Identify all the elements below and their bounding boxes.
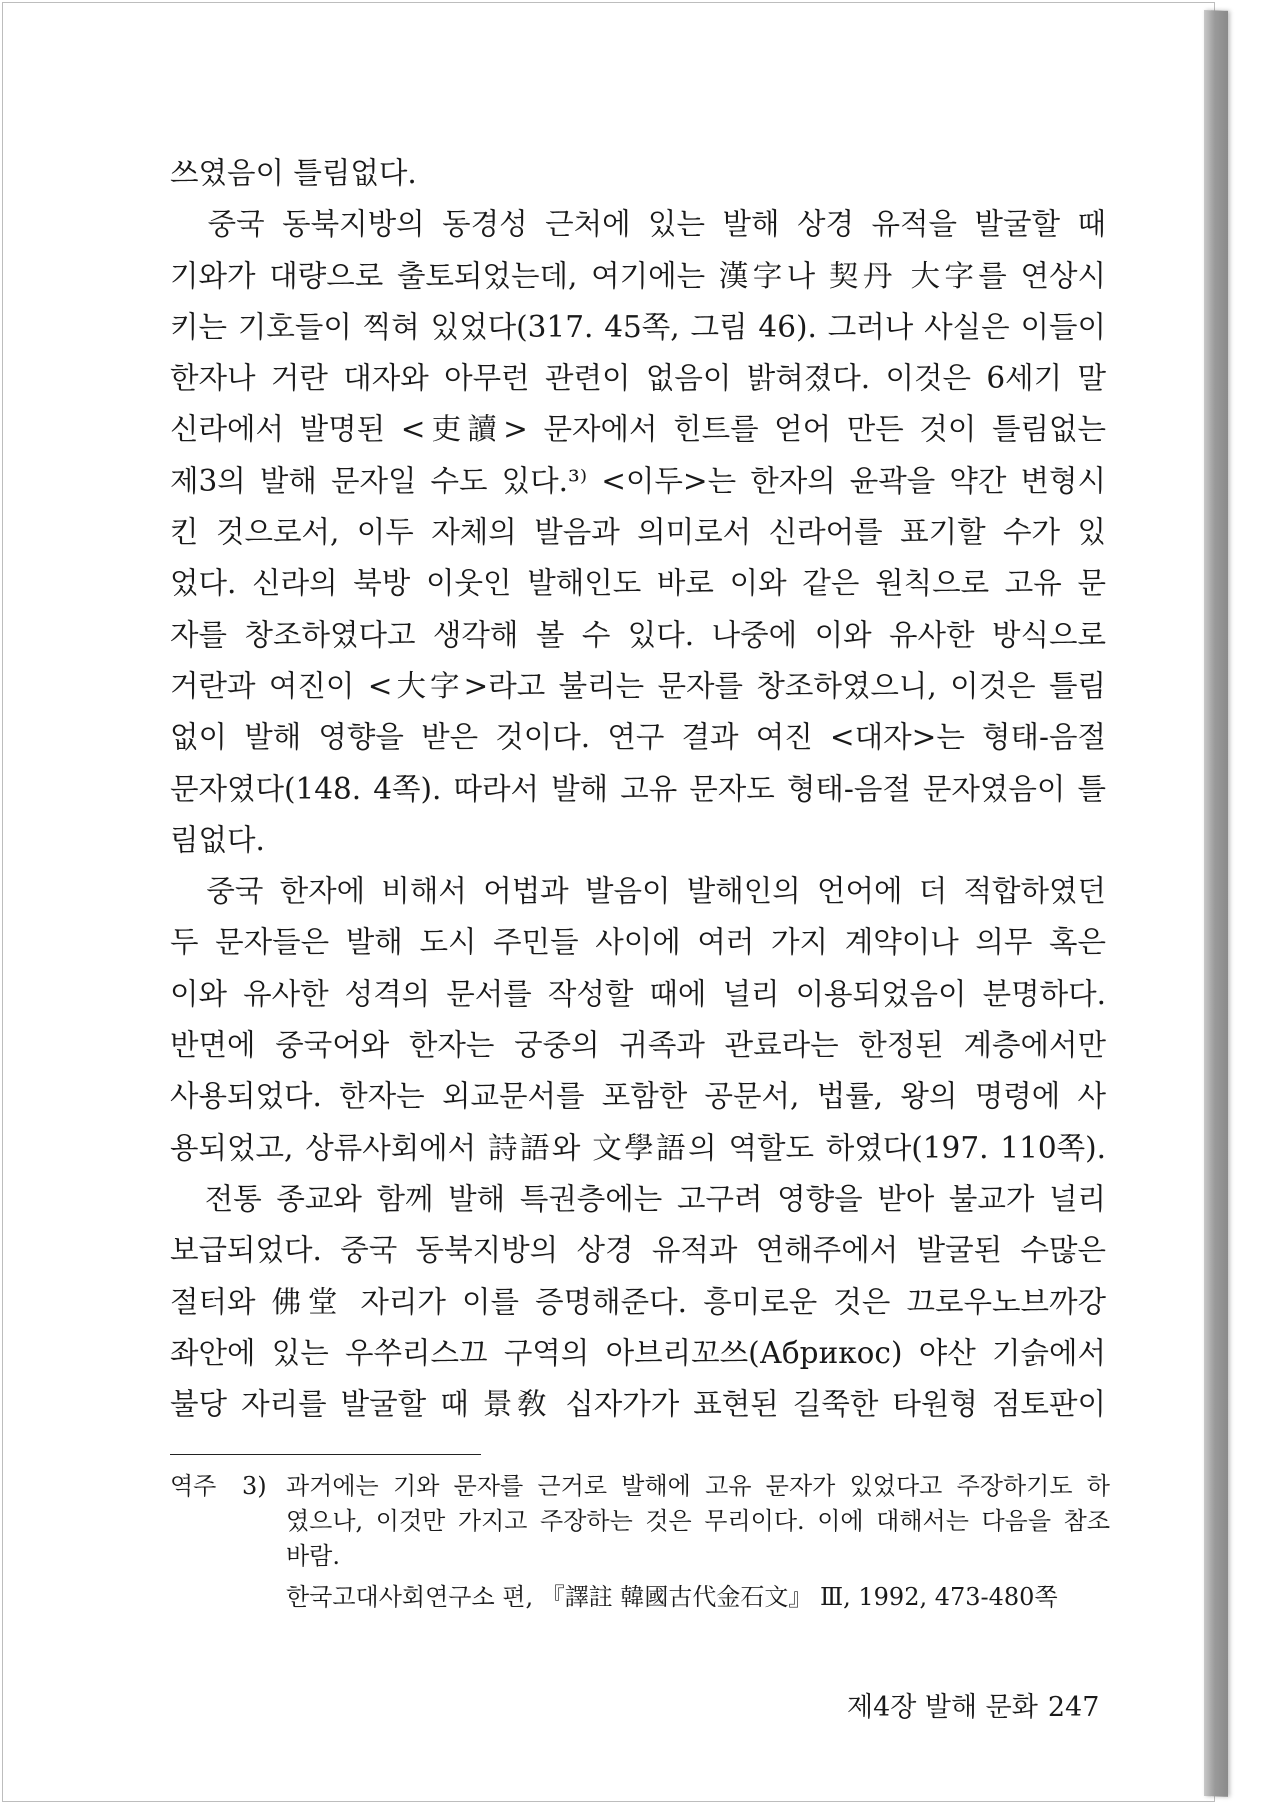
text-line: 전통 종교와 함께 발해 특권층에는 고구려 영향을 받아 불교가 널리 [170, 1181, 1106, 1216]
text-line: 중국 한자에 비해서 어법과 발음이 발해인의 언어에 더 적합하였던 [170, 874, 1106, 909]
text-line: 쓰였음이 틀림없다. [170, 156, 417, 190]
text-line: 절터와 佛堂 자리가 이를 증명해준다. 흥미로운 것은 끄로우노브까강 [170, 1284, 1106, 1319]
text-line: 키는 기호들이 찍혀 있었다(317. 45쪽, 그림 46). 그러나 사실은 이들이 [170, 309, 1106, 344]
chapter-title: 제4장 발해 문화 [847, 1692, 1038, 1723]
text-line: 용되었고, 상류사회에서 詩語와 文學語의 역할도 하였다(197. 110쪽). [170, 1130, 1106, 1165]
text-line: 림없다. [170, 822, 265, 857]
footnote-line: 바람. [286, 1542, 340, 1570]
footnote-citation: 한국고대사회연구소 편, 『譯註 韓國古代金石文』 Ⅲ, 1992, 473-480쪽 [286, 1583, 1058, 1611]
text-line: 킨 것으로서, 이두 자체의 발음과 의미로서 신라어를 표기할 수가 있 [170, 515, 1106, 550]
text-line: 문자였다(148. 4쪽). 따라서 발해 고유 문자도 형태-음절 문자였음이 틀 [170, 771, 1106, 806]
footnote-divider [170, 1454, 481, 1455]
text-line: 사용되었다. 한자는 외교문서를 포함한 공문서, 법률, 왕의 명령에 사 [170, 1079, 1106, 1114]
text-line: 한자나 거란 대자와 아무런 관련이 없음이 밝혀졌다. 이것은 6세기 말 [170, 361, 1106, 396]
text-line: 거란과 여진이 <大字>라고 불리는 문자를 창조하였으니, 이것은 틀림 [170, 668, 1106, 703]
footnote-line: 였으나, 이것만 가지고 주장하는 것은 무리이다. 이에 대해서는 다음을 참조 [286, 1507, 1110, 1535]
text-line: 보급되었다. 중국 동북지방의 상경 유적과 연해주에서 발굴된 수많은 [170, 1233, 1106, 1268]
text-line: 없이 발해 영향을 받은 것이다. 연구 결과 여진 <대자>는 형태-음절 [170, 720, 1106, 755]
text-line: 두 문자들은 발해 도시 주민들 사이에 여러 가지 계약이나 의무 혹은 [170, 925, 1106, 960]
footnote-number: 3) [242, 1472, 267, 1500]
text-line: 기와가 대량으로 출토되었는데, 여기에는 漢字나 契丹 大字를 연상시 [170, 258, 1106, 293]
text-line: 자를 창조하였다고 생각해 볼 수 있다. 나중에 이와 유사한 방식으로 [170, 617, 1106, 652]
footnote-label: 역주 [170, 1472, 217, 1500]
footnote [170, 1469, 1110, 1609]
book-page [2, 2, 1215, 1802]
text-line: 중국 동북지방의 동경성 근처에 있는 발해 상경 유적을 발굴할 때 [170, 207, 1106, 242]
page-stack-edge [1204, 10, 1228, 1797]
page-number: 247 [1047, 1692, 1100, 1723]
text-line: 반면에 중국어와 한자는 궁중의 귀족과 관료라는 한정된 계층에서만 [170, 1028, 1106, 1063]
text-line: 좌안에 있는 우쑤리스끄 구역의 아브리꼬쓰(Абрикос) 야산 기슭에서 [170, 1335, 1106, 1370]
footnote-line: 과거에는 기와 문자를 근거로 발해에 고유 문자가 있었다고 주장하기도 하 [286, 1472, 1110, 1500]
text-line: 신라에서 발명된 <吏讀> 문자에서 힌트를 얻어 만든 것이 틀림없는 [170, 412, 1106, 447]
text-line: 었다. 신라의 북방 이웃인 발해인도 바로 이와 같은 원칙으로 고유 문 [170, 566, 1106, 601]
text-line: 제3의 발해 문자일 수도 있다.³⁾ <이두>는 한자의 윤곽을 약간 변형시 [170, 463, 1106, 498]
body-text [170, 148, 1106, 1430]
running-footer [847, 1685, 1099, 1724]
text-line: 불당 자리를 발굴할 때 景敎 십자가가 표현된 길쭉한 타원형 점토판이 [170, 1387, 1106, 1422]
text-line: 이와 유사한 성격의 문서를 작성할 때에 널리 이용되었음이 분명하다. [170, 976, 1106, 1011]
